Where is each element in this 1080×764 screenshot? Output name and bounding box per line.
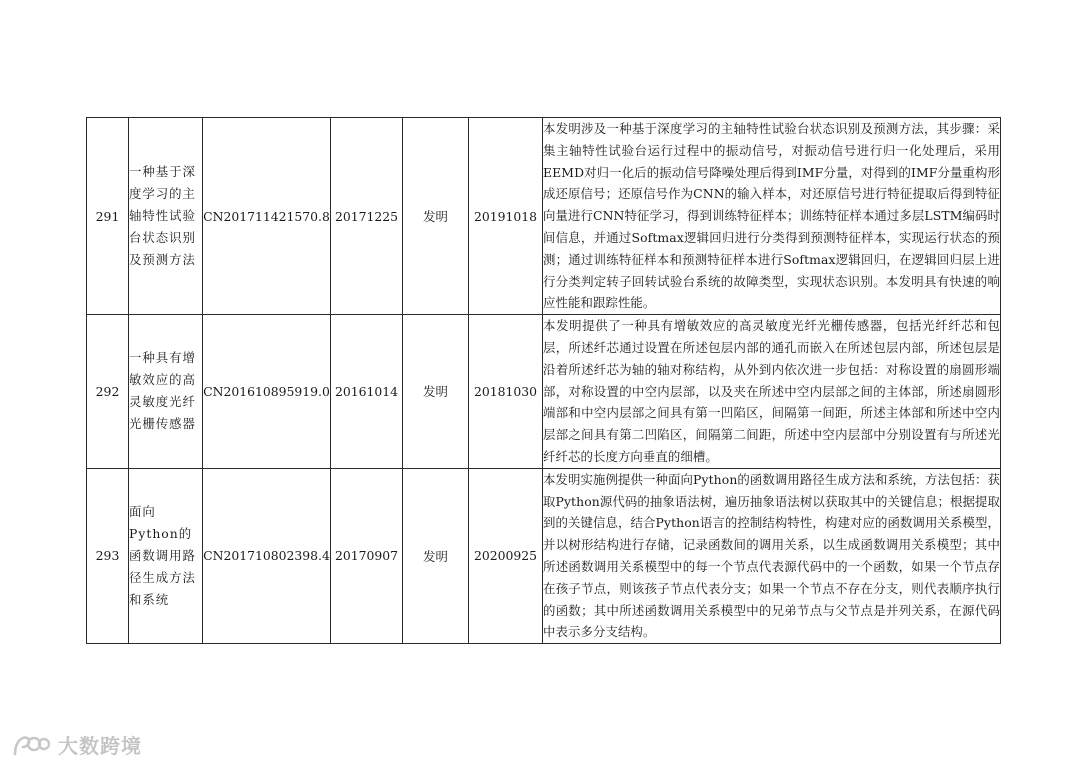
application-number: CN201610895919.0 bbox=[203, 315, 331, 469]
watermark bbox=[12, 730, 142, 759]
table-row bbox=[87, 118, 1001, 315]
application-number: CN201711421570.8 bbox=[203, 118, 331, 315]
patent-table bbox=[86, 117, 1001, 644]
publication-date: 20191018 bbox=[469, 118, 543, 315]
patent-title: 一种基于深度学习的主轴特性试验台状态识别及预测方法 bbox=[129, 118, 203, 315]
row-number: 291 bbox=[87, 118, 129, 315]
patent-title: 一种具有增敏效应的高灵敏度光纤光栅传感器 bbox=[129, 315, 203, 469]
publication-date: 20200925 bbox=[469, 468, 543, 643]
row-number: 292 bbox=[87, 315, 129, 469]
patent-type: 发明 bbox=[403, 315, 469, 469]
patent-type: 发明 bbox=[403, 118, 469, 315]
patent-abstract: 本发明提供了一种具有增敏效应的高灵敏度光纤光栅传感器，包括光纤纤芯和包层，所述纤芯通过设置在所述包层内部的通孔而嵌入在所述包层内部，所述包层是沿着所述纤芯为轴的轴对称结构，从外到内依次进一步包括：对称设置的扇圆形端部，对称设置的中空内层部，以及夹在所述中空内层部之间的主体部，所述扇圆形端部和中空内层部之间具有第一凹陷区，间隔第一间距，所述主体部和所述中空内层部之间具有第二凹陷区，间隔第二间距，所述中空内层部中分别设置有与所述光纤纤芯的长度方向垂直的细槽。 bbox=[543, 315, 1001, 469]
patent-type: 发明 bbox=[403, 468, 469, 643]
application-date: 20171225 bbox=[331, 118, 403, 315]
row-number: 293 bbox=[87, 468, 129, 643]
patent-abstract: 本发明涉及一种基于深度学习的主轴特性试验台状态识别及预测方法，其步骤：采集主轴特性试验台运行过程中的振动信号，对振动信号进行归一化处理后，采用EEMD对归一化后的振动信号降噪处理后得到IMF分量，对得到的IMF分量重构形成还原信号；还原信号作为CNN的输入样本，对还原信号进行特征提取后得到特征向量进行CNN特征学习，得到训练特征样本；训练特征样本通过多层LSTM编码时间信息，并通过Softmax逻辑回归进行分类得到预测特征样本，实现运行状态的预测；通过训练特征样本和预测特征样本进行Softmax逻辑回归，在逻辑回归层上进行分类判定转子回转试验台系统的故障类型，实现状态识别。本发明具有快速的响应性能和跟踪性能。 bbox=[543, 118, 1001, 315]
application-date: 20170907 bbox=[331, 468, 403, 643]
application-date: 20161014 bbox=[331, 315, 403, 469]
brand-logo-icon bbox=[12, 732, 52, 758]
patent-title: 面向Python的函数调用路径生成方法和系统 bbox=[129, 468, 203, 643]
publication-date: 20181030 bbox=[469, 315, 543, 469]
table-row bbox=[87, 468, 1001, 643]
watermark-text: 大数跨境 bbox=[58, 734, 142, 758]
patent-abstract: 本发明实施例提供一种面向Python的函数调用路径生成方法和系统，方法包括：获取Python源代码的抽象语法树，遍历抽象语法树以获取其中的关键信息；根据提取到的关键信息，结合Python语言的控制结构特性，构建对应的函数调用关系模型，并以树形结构进行存储，记录函数间的调用关系，以生成函数调用关系模型；其中所述函数调用关系模型中的每一个节点代表源代码中的一个函数，如果一个节点存在孩子节点，则该孩子节点代表分支；如果一个节点不存在分支，则代表顺序执行的函数；其中所述函数调用关系模型中的兄弟节点与父节点是并列关系，在源代码中表示多分支结构。 bbox=[543, 468, 1001, 643]
table-row bbox=[87, 315, 1001, 469]
application-number: CN201710802398.4 bbox=[203, 468, 331, 643]
